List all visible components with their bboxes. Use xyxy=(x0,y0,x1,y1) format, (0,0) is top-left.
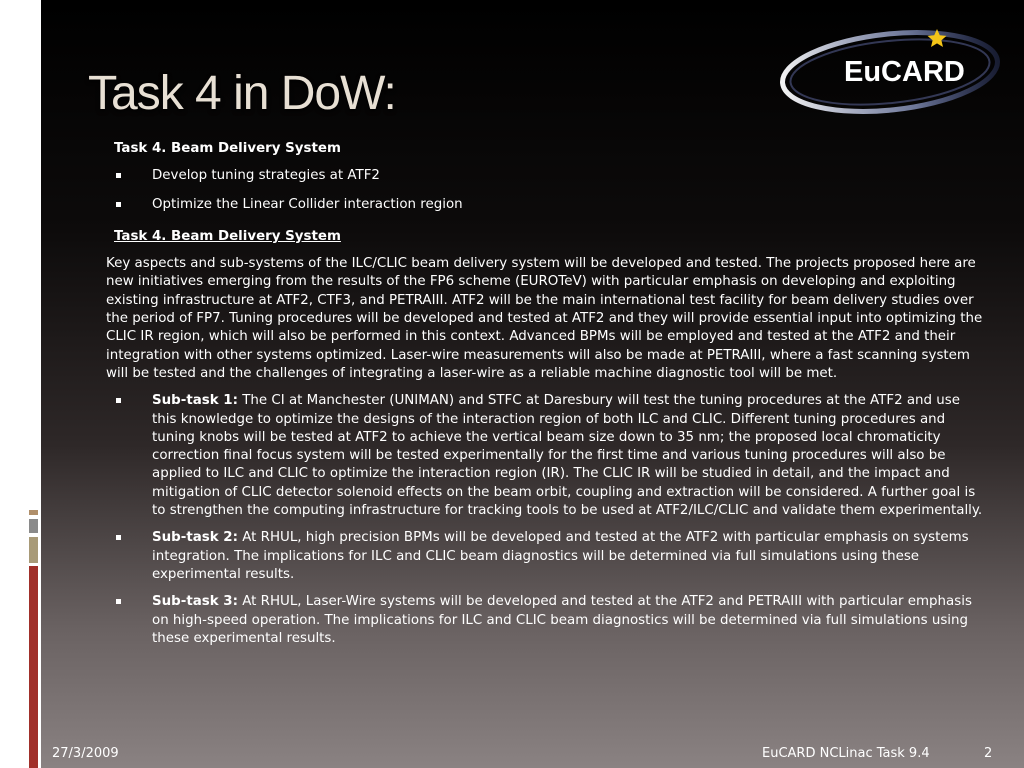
goal-list xyxy=(106,167,986,214)
page-number: 2 xyxy=(984,746,993,761)
slide-content xyxy=(106,140,986,657)
accent-stripe-red xyxy=(29,566,38,768)
footer-center-text: EuCARD NCLinac Task 9.4 xyxy=(762,746,930,761)
goal-item: Optimize the Linear Collider interaction region xyxy=(106,196,986,214)
subtask-label: Sub-task 1: xyxy=(152,393,238,409)
section-heading: Task 4. Beam Delivery System xyxy=(114,141,341,156)
accent-stripe xyxy=(29,537,38,563)
subtask-label: Sub-task 3: xyxy=(152,594,238,610)
subtask-label: Sub-task 2: xyxy=(152,530,238,546)
subtask-item xyxy=(106,593,986,648)
section-heading-underlined: Task 4. Beam Delivery System xyxy=(114,228,341,244)
slide-title: Task 4 in DoW: xyxy=(88,67,396,120)
accent-stripe xyxy=(29,519,38,533)
footer-date: 27/3/2009 xyxy=(52,746,119,761)
eucard-logo xyxy=(778,22,1002,118)
subtask-text: At RHUL, Laser-Wire systems will be developed and tested at the ATF2 and PETRAIII with particular emphasis on high-speed operation. The implications for ILC and CLIC beam diagnostics will be determined via full simulations using these experimental results. xyxy=(152,594,972,646)
logo-text: EuCARD xyxy=(844,56,965,88)
subtask-item xyxy=(106,392,986,520)
goal-item: Develop tuning strategies at ATF2 xyxy=(106,167,986,185)
subtask-text: The CI at Manchester (UNIMAN) and STFC at Daresbury will test the tuning procedures at the ATF2 and use this knowledge to optimize the designs of the interaction region of both ILC and CLIC. Different tuning procedures and tuning knobs will be tested at ATF2 to achieve the vertical beam size down to 35 nm; the proposed local chromaticity correction final focus system will be tested experimentally for the first time and various tuning procedures will also be applied to ILC and CLIC to optimize the interaction region (IR). The CLIC IR will be studied in detail, and the impact and mitigation of CLIC detector solenoid effects on the beam orbit, coupling and extraction will be considered. A further goal is to strengthen the computing infrastructure for tracking tools to be used at ATF2/ILC/CLIC and validate them experimentally. xyxy=(152,393,983,519)
subtask-list xyxy=(106,392,986,648)
subtask-text: At RHUL, high precision BPMs will be developed and tested at the ATF2 with particular emphasis on systems integration. The implications for ILC and CLIC beam diagnostics will be determined via full simulations using these experimental results. xyxy=(152,530,969,582)
subtask-item xyxy=(106,529,986,584)
description-paragraph: Key aspects and sub-systems of the ILC/CLIC beam delivery system will be developed and tested. The projects proposed here are new initiatives emerging from the results of the FP6 scheme (EUROTeV) with particular emphasis on developing and exploiting existing infrastructure at ATF2, CTF3, and PETRAIII. ATF2 will be the main international test facility for beam delivery studies over the period of FP7. Tuning procedures will be developed and tested at ATF2 and they will provide essential input into optimizing the CLIC IR region, which will also be performed in this context. Advanced BPMs will be employed and tested at the ATF2 and their integration with other systems optimized. Laser-wire measurements will also be made at PETRAIII, where a fast scanning system will be tested and the challenges of integrating a laser-wire as a reliable machine diagnostic tool will be met. xyxy=(106,256,983,381)
accent-stripe xyxy=(29,510,38,515)
